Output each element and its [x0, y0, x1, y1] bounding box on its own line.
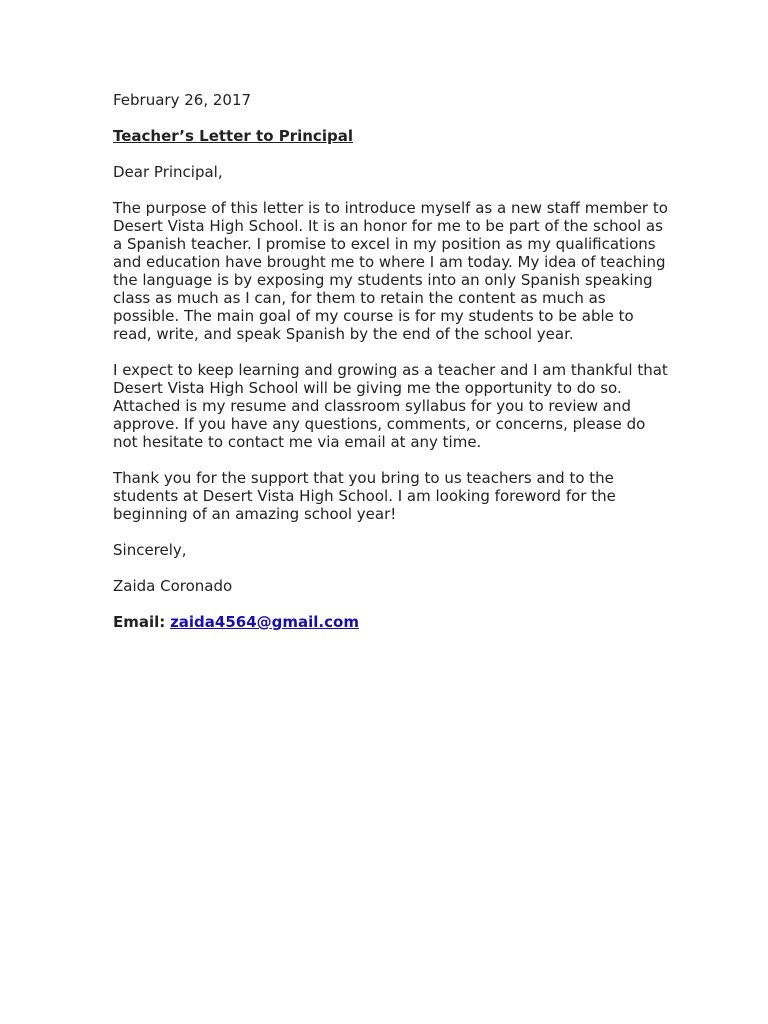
letter-paragraph-1: The purpose of this letter is to introduce myself as a new staff member to Desert Vista High School. It is an honor for me to be part of the school as a Spanish teacher. I promise to excel in my position as my qualifications and education have brought me to where I am today. My idea of teaching the language is by exposing my students into an only Spanish speaking class as much as I can, for them to retain the content as much as possible. The main goal of my course is for my students to be able to read, write, and speak Spanish by the end of the school year.: [113, 199, 668, 343]
letter-title: Teacher’s Letter to Principal: [113, 127, 353, 145]
letter-closing: Sincerely,: [113, 541, 187, 559]
email-label: Email:: [113, 613, 166, 631]
letter-signature: Zaida Coronado: [113, 577, 233, 595]
letter-date: February 26, 2017: [113, 91, 252, 109]
letter-paragraph-3: Thank you for the support that you bring to us teachers and to the students at Desert Vista High School. I am looking foreword for the beginning of an amazing school year!: [113, 469, 616, 523]
letter-body: [113, 91, 673, 649]
letter-paragraph-2: I expect to keep learning and growing as a teacher and I am thankful that Desert Vista High School will be giving me the opportunity to do so. Attached is my resume and classroom syllabus for you to review and approve. If you have any questions, comments, or concerns, please do not hesitate to contact me via email at any time.: [113, 361, 668, 451]
letter-salutation: Dear Principal,: [113, 163, 223, 181]
email-line: [113, 613, 673, 631]
email-link[interactable]: zaida4564@gmail.com: [170, 613, 359, 631]
